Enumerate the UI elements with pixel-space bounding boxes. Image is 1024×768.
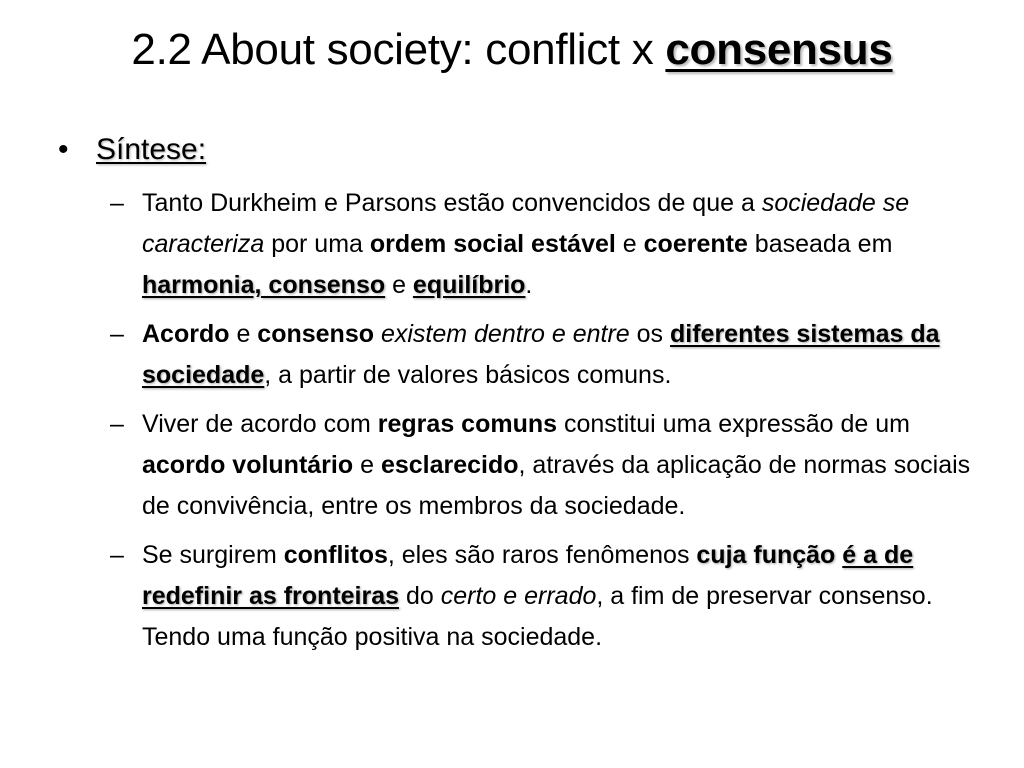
bullet-dot-icon: • [58, 133, 69, 166]
text-run: , através da aplicação de normas sociais de convivência, entre os membros da sociedade. [142, 451, 971, 520]
highlighted-text: diferentes sistemas da sociedade [142, 320, 940, 389]
text-run: do [399, 582, 441, 610]
bullet-sintese [58, 132, 206, 168]
text-run: Se surgirem [142, 541, 284, 569]
title-text: 2.2 About society: conflict x [131, 25, 666, 74]
bold-text: acordo voluntário [142, 451, 354, 479]
text-run: por uma [264, 230, 370, 258]
title-emphasis: consensus [665, 25, 893, 74]
italic-text: certo e errado [440, 582, 597, 610]
highlighted-text: função [753, 541, 836, 569]
bullet-label: Síntese: [96, 133, 207, 166]
bold-text: Acordo [142, 320, 230, 348]
slide-title [0, 26, 1024, 74]
text-run: e [353, 451, 381, 479]
dash-icon: – [110, 541, 124, 569]
text-run: Viver de acordo com [142, 410, 378, 438]
bold-text: coerente [643, 230, 748, 258]
sub-bullet-2 [110, 314, 990, 396]
text-run: , a partir de valores básicos comuns. [264, 361, 672, 389]
bold-text: conflitos [283, 541, 388, 569]
bold-text: regras comuns [377, 410, 558, 438]
text-run: . [525, 271, 533, 299]
text-run: , eles são raros fenômenos [387, 541, 697, 569]
highlighted-text: harmonia, consenso [142, 271, 386, 299]
text-run: Tanto Durkheim e Parsons estão convencidos de que a [142, 189, 762, 217]
highlighted-text: cuja [696, 541, 747, 569]
bold-text: esclarecido [380, 451, 519, 479]
dash-icon: – [110, 189, 124, 217]
bold-text: ordem social estável [369, 230, 616, 258]
text-run: e [615, 230, 644, 258]
text-run [374, 320, 381, 348]
bold-text: consenso [257, 320, 374, 348]
sub-bullet-3 [110, 404, 990, 527]
highlighted-text: é a de redefinir as fronteiras [142, 541, 914, 610]
text-run: e [385, 271, 413, 299]
text-run: constitui uma expressão de um [557, 410, 910, 438]
dash-icon: – [110, 410, 124, 438]
text-run: os [629, 320, 670, 348]
text-run: e [229, 320, 258, 348]
italic-text: sociedade se caracteriza [142, 189, 910, 258]
text-run: , a fim de preservar consenso. Tendo uma função positiva na sociedade. [142, 582, 933, 651]
highlighted-text: equilíbrio [412, 271, 526, 299]
sub-bullet-1 [110, 183, 990, 306]
sub-bullet-4 [110, 535, 990, 658]
italic-text: existem dentro e entre [380, 320, 630, 348]
dash-icon: – [110, 320, 124, 348]
sub-bullet-list [110, 183, 990, 666]
text-run: baseada em [747, 230, 893, 258]
